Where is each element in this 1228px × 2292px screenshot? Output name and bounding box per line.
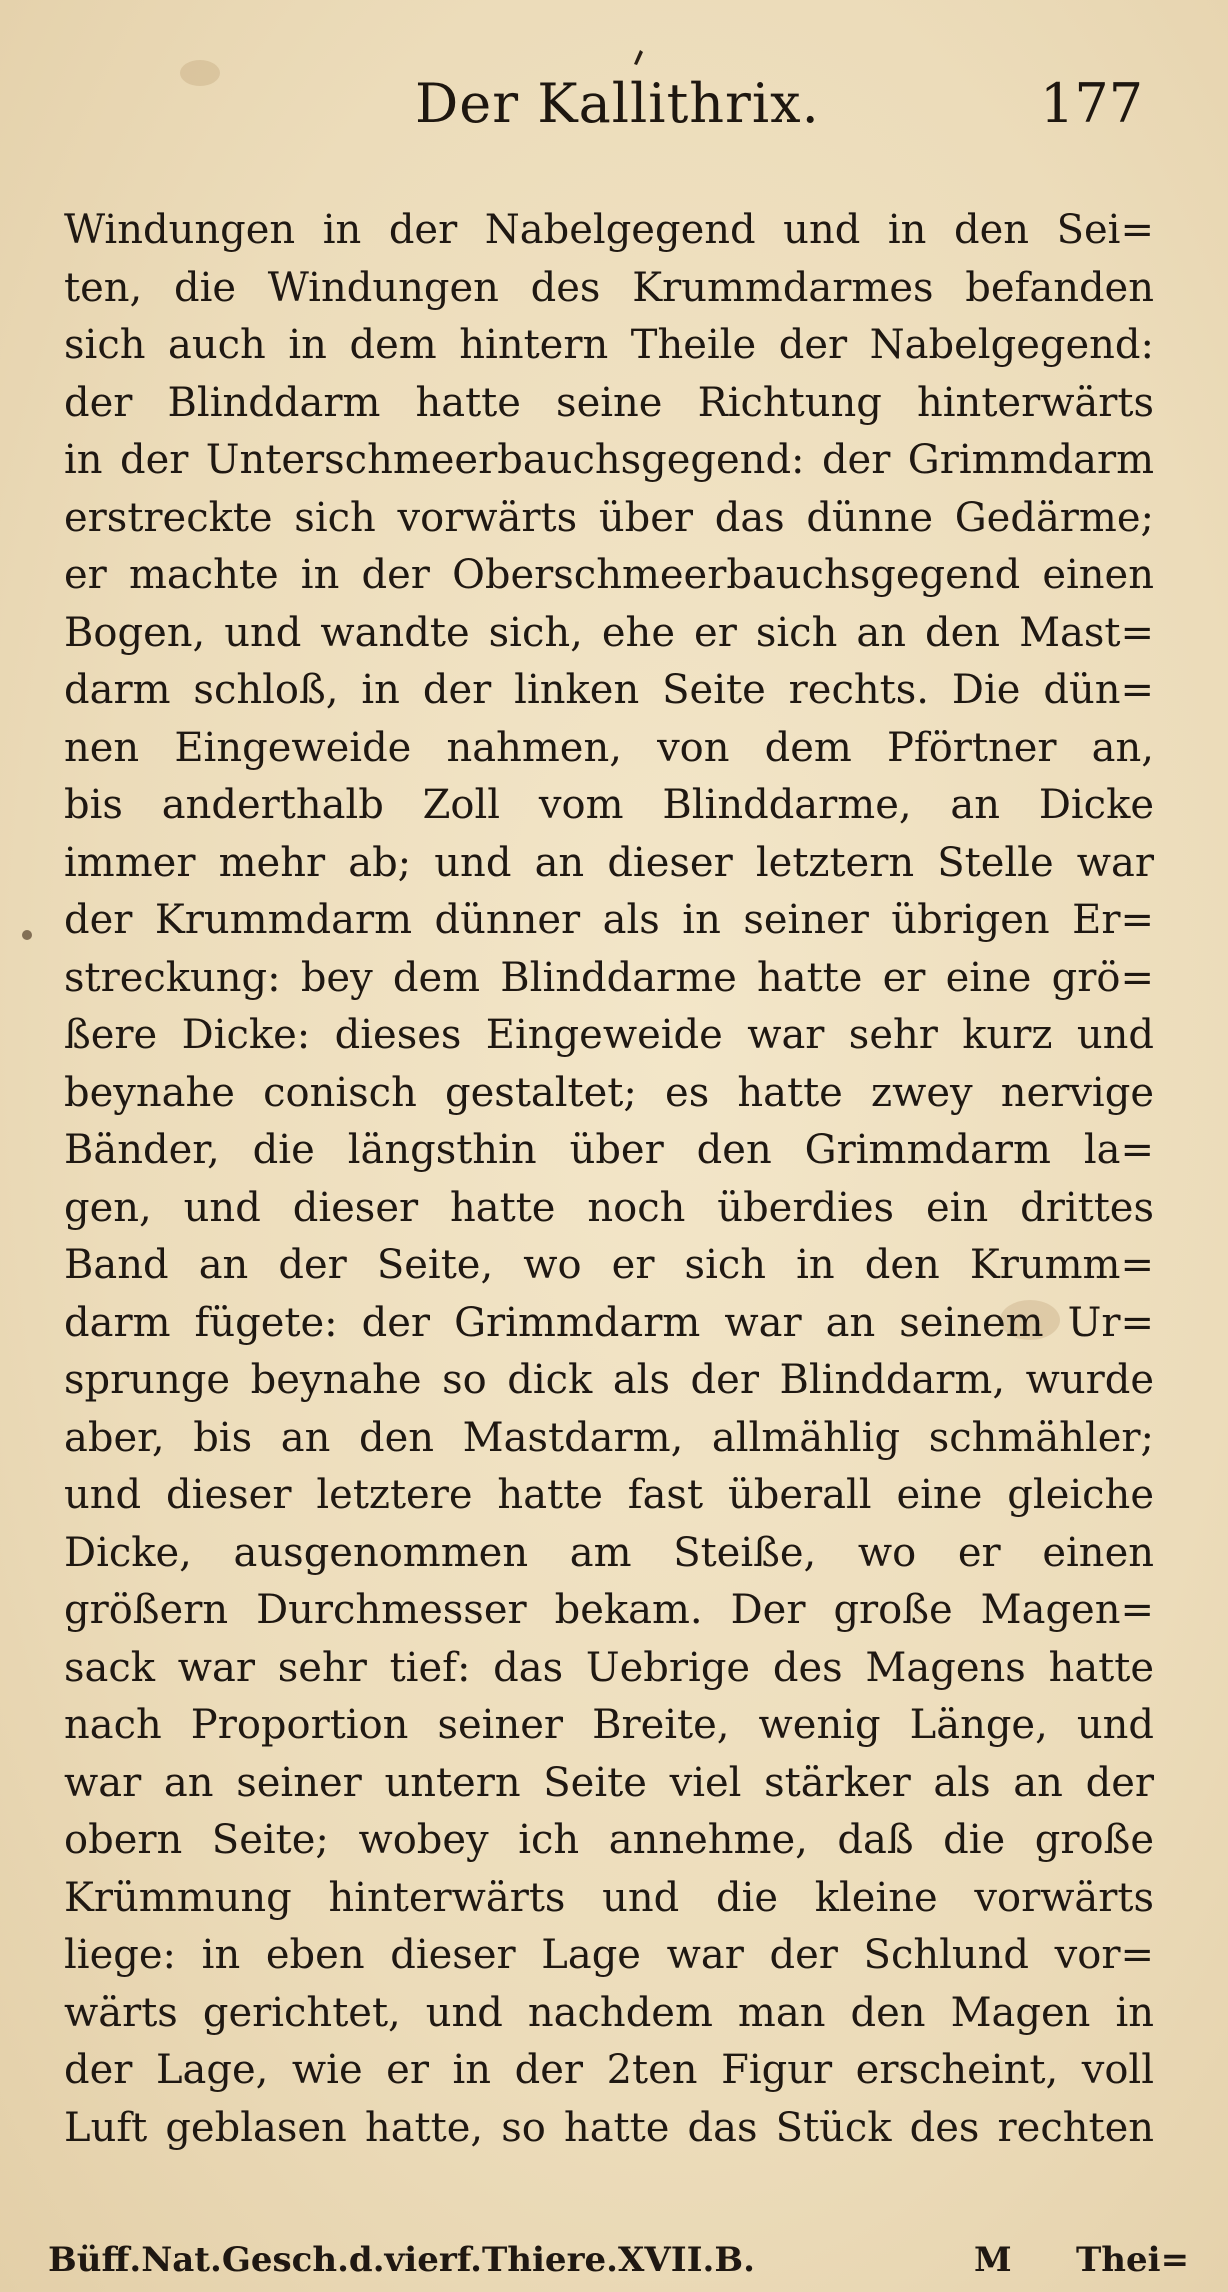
text-line: der Lage, wie er in der 2ten Figur erscheint, voll	[64, 2047, 1154, 2093]
page-number: 177	[1040, 72, 1144, 135]
signature-mark: M	[974, 2240, 1012, 2280]
running-head: Der Kallithrix.	[415, 72, 820, 135]
text-line: bis anderthalb Zoll vom Blinddarme, an Dicke	[64, 782, 1154, 828]
ink-mark-icon	[632, 48, 644, 66]
text-line: beynahe conisch gestaltet; es hatte zwey nervige	[64, 1069, 1154, 1116]
text-line: war an seiner untern Seite viel stärker als an der	[64, 1759, 1154, 1806]
ink-speck	[22, 930, 32, 940]
catchword: Thei=	[1076, 2240, 1190, 2280]
text-line: der Krummdarm dünner als in seiner übrigen Er=	[64, 897, 1154, 943]
body-text	[64, 202, 1154, 2157]
text-line: Dicke, ausgenommen am Steiße, wo er einen	[64, 1529, 1154, 1576]
text-line: aber, bis an den Mastdarm, allmählig schmähler;	[64, 1414, 1154, 1461]
text-line: und dieser letztere hatte fast überall eine gleiche	[64, 1472, 1154, 1518]
text-line: darm schloß, in der linken Seite rechts. Die dün=	[64, 667, 1154, 713]
text-line: Bänder, die längsthin über den Grimmdarm la=	[64, 1127, 1154, 1173]
text-line: sprunge beynahe so dick als der Blinddarm, wurde	[64, 1357, 1154, 1403]
text-line: Luft geblasen hatte, so hatte das Stück des rechten	[64, 2104, 1154, 2151]
page-header	[0, 72, 1228, 152]
text-line: nen Eingeweide nahmen, von dem Pförtner an,	[64, 724, 1154, 771]
text-line: sich auch in dem hintern Theile der Nabelgegend:	[64, 322, 1154, 368]
text-line: erstreckte sich vorwärts über das dünne Gedärme;	[64, 494, 1154, 541]
text-line: Krümmung hinterwärts und die kleine vorwärts	[64, 1874, 1154, 1921]
text-line: sack war sehr tief: das Uebrige des Magens hatte	[64, 1644, 1154, 1691]
text-line: Windungen in der Nabelgegend und in den Sei=	[64, 207, 1154, 253]
text-line: gen, und dieser hatte noch überdies ein drittes	[64, 1184, 1154, 1231]
text-line: wärts gerichtet, und nachdem man den Magen in	[64, 1989, 1154, 2036]
text-line: größern Durchmesser bekam. Der große Magen=	[64, 1587, 1154, 1633]
signature-line: Büff.Nat.Gesch.d.vierf.Thiere.XVII.B.	[48, 2240, 755, 2280]
text-line: er machte in der Oberschmeerbauchsgegend einen	[64, 552, 1154, 598]
text-line: liege: in eben dieser Lage war der Schlund vor=	[64, 1932, 1154, 1978]
text-line: darm fügete: der Grimmdarm war an seinem Ur=	[64, 1299, 1154, 1346]
text-line: ten, die Windungen des Krummdarmes befanden	[64, 264, 1154, 311]
page-footer	[48, 2240, 1190, 2290]
text-line: Band an der Seite, wo er sich in den Krumm=	[64, 1242, 1154, 1288]
text-line: streckung: bey dem Blinddarme hatte er eine grö=	[64, 954, 1154, 1001]
text-line: obern Seite; wobey ich annehme, daß die große	[64, 1817, 1154, 1863]
text-line: immer mehr ab; und an dieser letztern Stelle war	[64, 839, 1154, 886]
text-line: in der Unterschmeerbauchsgegend: der Grimmdarm	[64, 437, 1154, 483]
text-line: nach Proportion seiner Breite, wenig Länge, und	[64, 1702, 1154, 1748]
text-line: der Blinddarm hatte seine Richtung hinterwärts	[64, 379, 1154, 426]
text-line: ßere Dicke: dieses Eingeweide war sehr kurz und	[64, 1012, 1154, 1058]
text-line: Bogen, und wandte sich, ehe er sich an den Mast=	[64, 609, 1154, 656]
